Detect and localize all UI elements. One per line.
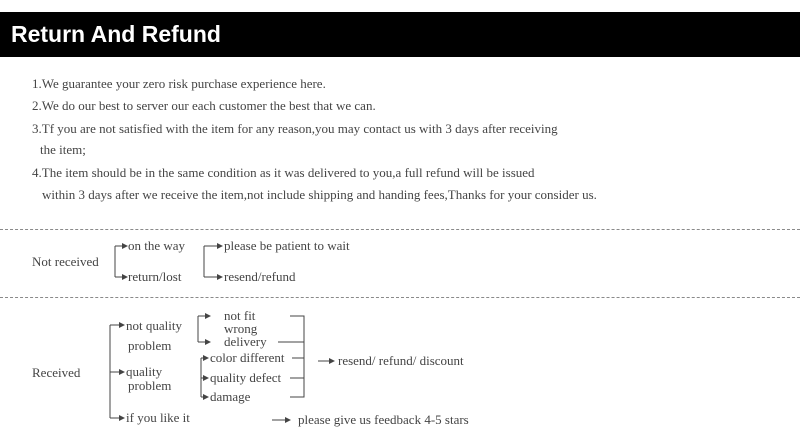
reason-color-different: color different <box>210 350 285 365</box>
policy-item-4-continued: within 3 days after we receive the item,not include shipping and handing fees,Thanks for your consider us. <box>42 187 597 202</box>
patient-wait-label: please be patient to wait <box>224 238 350 253</box>
quality-label: quality <box>126 364 163 379</box>
reason-wrong: wrong <box>224 321 258 336</box>
policy-item-3: 3.Tf you are not satisfied with the item for any reason,you may contact us with 3 days after receiving <box>32 121 558 136</box>
policy-item-2: 2.We do our best to server our each customer the best that we can. <box>32 98 376 113</box>
policy-item-3-continued: the item; <box>40 142 86 157</box>
received-outcome-label: resend/ refund/ discount <box>338 353 464 368</box>
reason-quality-defect: quality defect <box>210 370 282 385</box>
policy-item-1: 1.We guarantee your zero risk purchase experience here. <box>32 76 326 91</box>
received-label: Received <box>32 365 81 380</box>
not-quality-label: not quality <box>126 318 182 333</box>
not-quality-problem-label: problem <box>128 338 172 353</box>
section-divider <box>0 229 800 230</box>
policy-item-4: 4.The item should be in the same condition as it was delivered to you,a full refund will be issued <box>32 165 535 180</box>
reason-damage: damage <box>210 389 251 404</box>
quality-problem-label: problem <box>128 378 172 393</box>
on-the-way-label: on the way <box>128 238 186 253</box>
reason-delivery: delivery <box>224 334 267 349</box>
not-received-label: Not received <box>32 254 99 269</box>
feedback-label: please give us feedback 4-5 stars <box>298 412 469 427</box>
page-title: Return And Refund <box>11 21 221 47</box>
section-divider <box>0 297 800 298</box>
reasons-bracket <box>290 316 304 397</box>
like-it-label: if you like it <box>126 410 190 425</box>
resend-refund-label: resend/refund <box>224 269 296 284</box>
reason-not-fit: not fit <box>224 308 256 323</box>
return-lost-label: return/lost <box>128 269 182 284</box>
